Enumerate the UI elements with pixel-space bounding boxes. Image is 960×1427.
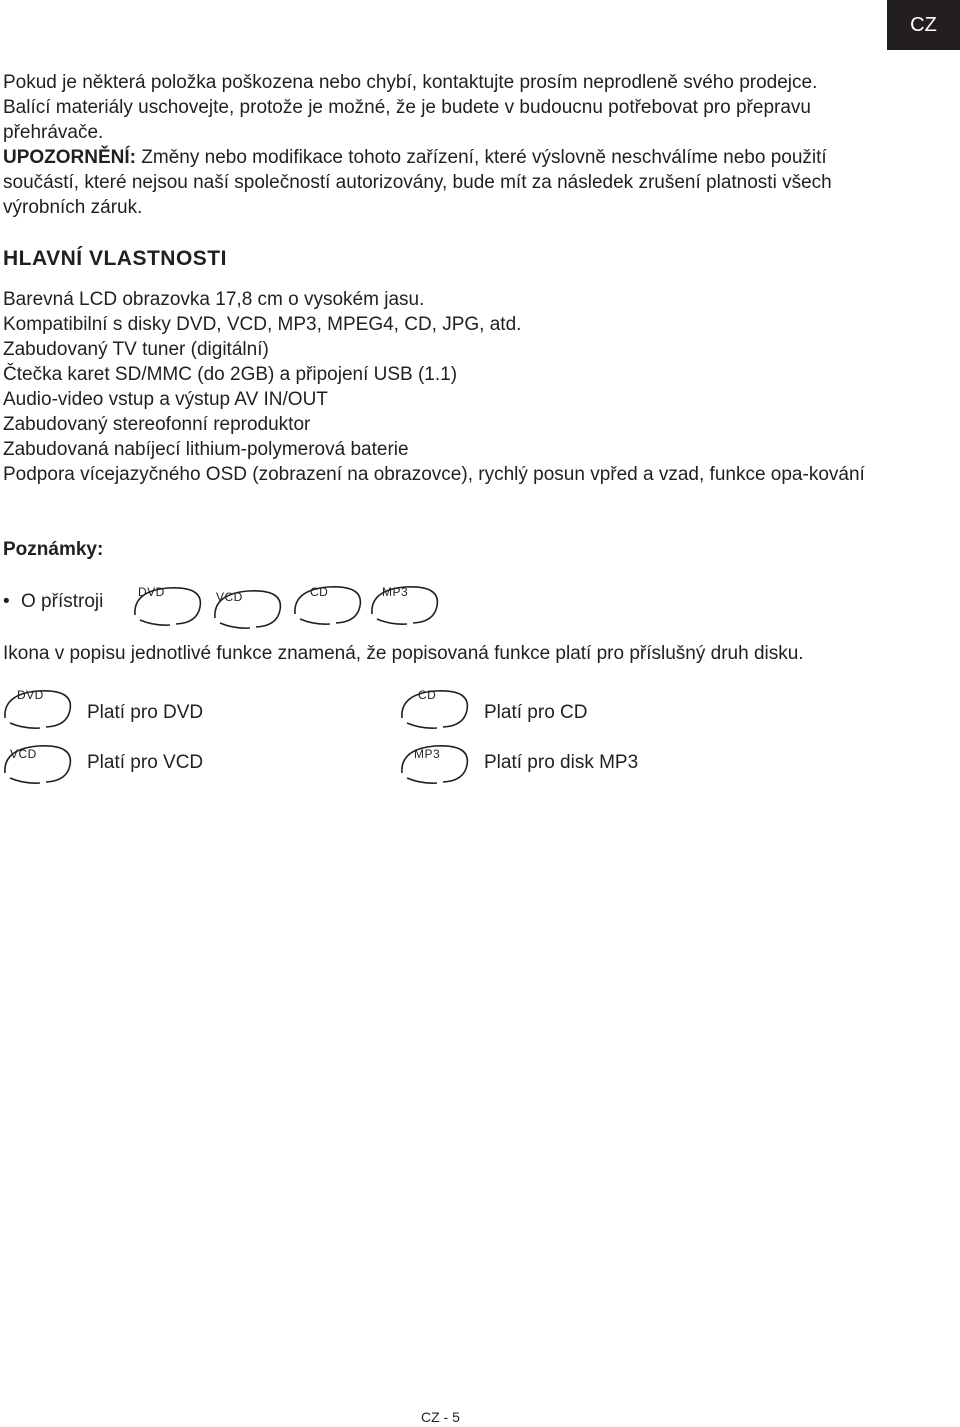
feature-item: Podpora vícejazyčného OSD (zobrazení na obrazovce), rychlý posun vpřed a vzad, funkce opa-kování <box>3 464 865 485</box>
features-title: HLAVNÍ VLASTNOSTI <box>3 247 227 270</box>
dvd-disc-label: DVD <box>138 585 165 599</box>
mp3-disc-label: MP3 <box>382 585 409 599</box>
icon-description: Ikona v popisu jednotlivé funkce znamená, že popisovaná funkce platí pro příslušný druh disku. <box>3 643 804 664</box>
feature-item: Kompatibilní s disky DVD, VCD, MP3, MPEG4, CD, JPG, atd. <box>3 314 522 335</box>
feature-item: Čtečka karet SD/MMC (do 2GB) a připojení USB (1.1) <box>3 364 458 385</box>
dvd-legend-icon <box>0 688 75 730</box>
vcd-legend-label: VCD <box>10 747 37 761</box>
cd-legend-icon <box>397 688 472 730</box>
warning-label: UPOZORNĚNÍ: <box>3 147 136 168</box>
legend-text-vcd: Platí pro VCD <box>87 752 204 773</box>
feature-item: Zabudovaná nabíjecí lithium-polymerová baterie <box>3 439 409 460</box>
cd-disc-label: CD <box>310 585 329 599</box>
mp3-legend-label: MP3 <box>414 747 441 761</box>
feature-item: Zabudovaný stereofonní reproduktor <box>3 414 311 435</box>
legend-text-dvd: Platí pro DVD <box>87 702 204 723</box>
language-tab: CZ <box>887 0 960 50</box>
feature-item: Barevná LCD obrazovka 17,8 cm o vysokém jasu. <box>3 289 425 310</box>
feature-item: Zabudovaný TV tuner (digitální) <box>3 339 269 360</box>
mp3-legend-icon <box>397 743 472 785</box>
device-label: O přístroji <box>21 591 104 612</box>
page-number: CZ - 5 <box>421 1409 460 1425</box>
vcd-disc-icon <box>210 588 285 630</box>
device-row <box>3 591 103 613</box>
intro-text: Pokud je některá položka poškozena nebo chybí, kontaktujte prosím neprodleně svého prodejce. Balící materiály uschovejte, protože je možné, že je budete v budoucnu potřebovat pro přepravu přehrávače. <box>3 72 818 143</box>
cd-legend-label: CD <box>418 688 437 702</box>
dvd-legend-label: DVD <box>17 688 44 702</box>
mp3-disc-icon <box>367 584 442 626</box>
notes-title: Poznámky: <box>3 539 104 560</box>
feature-item: Audio-video vstup a výstup AV IN/OUT <box>3 389 328 410</box>
warning-text: Změny nebo modifikace tohoto zařízení, které výslovně neschválíme nebo použití součástí, které nejsou naší společností autorizovány, bude mít za následek zrušení platnosti všech výrobních záruk. <box>3 147 832 218</box>
dvd-disc-icon <box>130 585 205 627</box>
legend-text-mp3: Platí pro disk MP3 <box>484 752 639 773</box>
vcd-legend-icon <box>0 743 75 785</box>
cd-disc-icon <box>290 584 365 626</box>
intro-paragraph <box>3 70 853 220</box>
bullet: • <box>3 591 10 612</box>
vcd-disc-label: VCD <box>216 590 243 604</box>
legend-text-cd: Platí pro CD <box>484 702 588 723</box>
features-list <box>3 287 893 487</box>
